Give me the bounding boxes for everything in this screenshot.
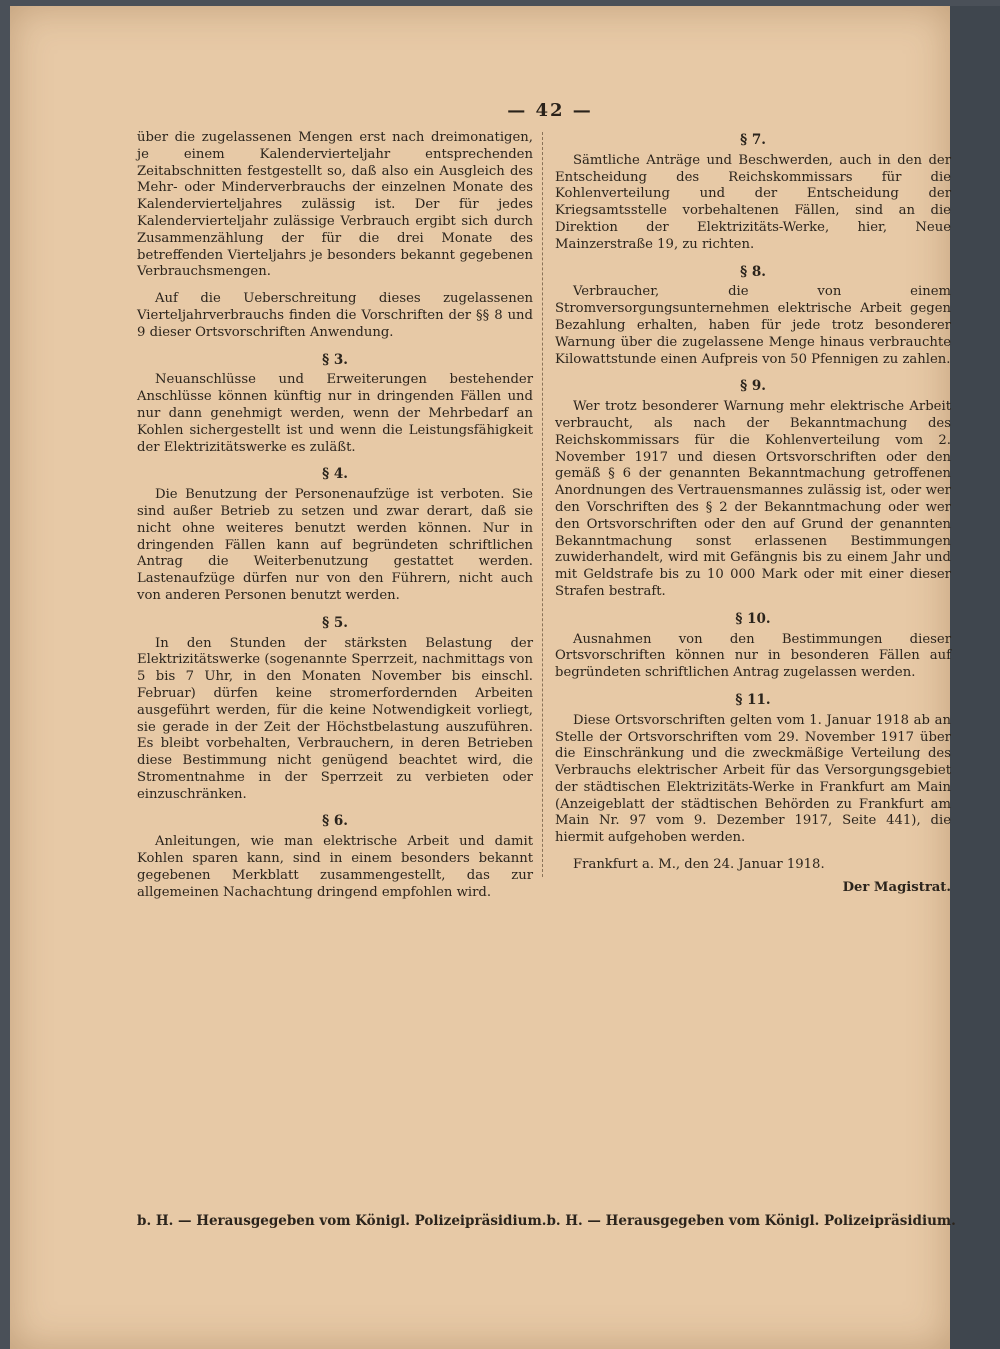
footer bbox=[137, 1213, 956, 1229]
book-cover-edge bbox=[950, 6, 1000, 1349]
section-heading: § 6. bbox=[322, 813, 348, 830]
section-heading: § 5. bbox=[322, 614, 348, 631]
paragraph: Neuanschlüsse und Erweiterungen bestehender Anschlüsse können künftig nur in dringenden Fällen und nur dann genehmigt werden, wenn der Mehrbedarf an Kohlen sichergestellt ist und wenn die Leistungsfähigkeit der Elektrizitätswerke es zuläßt. bbox=[137, 372, 533, 455]
section-heading: § 3. bbox=[322, 351, 348, 368]
footer-left: b. H. — Herausgegeben vom Königl. Polizeipräsidium. bbox=[137, 1213, 547, 1229]
paragraph: Diese Ortsvorschriften gelten vom 1. Januar 1918 ab an Stelle der Ortsvorschriften vom 29. November 1917 über die Einschränkung und die zweckmäßige Verteilung des Verbrauchs elektrischer Arbeit für das Versorgungsgebiet der städtischen Elektrizitäts-Werke in Frankfurt am Main (Anzeigeblatt der städtischen Behörden zu Frankfurt am Main Nr. 97 vom 9. Dezember 1917, Seite 441), die hiermit aufgehoben werden. bbox=[555, 712, 951, 846]
paragraph: Ausnahmen von den Bestimmungen dieser Ortsvorschriften können nur in besonderen Fällen auf begründeten schriftlichen Antrag zugelassen werden. bbox=[555, 631, 951, 681]
section-heading: § 9. bbox=[740, 378, 766, 395]
section-heading: § 11. bbox=[735, 691, 771, 708]
section-heading: § 10. bbox=[735, 610, 771, 627]
place-date: Frankfurt a. M., den 24. Januar 1918. bbox=[573, 857, 825, 873]
paragraph: Anleitungen, wie man elektrische Arbeit und damit Kohlen sparen kann, sind in einem besonders bekannt gegebenen Merkblatt zusammengestellt, das zur allgemeinen Nachachtung dringend empfohlen wird. bbox=[137, 834, 533, 900]
paragraph: Sämtliche Anträge und Beschwerden, auch in den der Entscheidung des Reichskommissars für die Kohlenverteilung und der Entscheidung der Kriegsamtsstelle vorbehaltenen Fällen, sind an die Direktion der Elektrizitäts-Werke, hier, Neue Mainzerstraße 19, zu richten. bbox=[555, 152, 951, 252]
section-heading: § 8. bbox=[740, 263, 766, 280]
right-column bbox=[555, 130, 951, 897]
page-number: — 42 — bbox=[507, 100, 593, 121]
section-heading: § 4. bbox=[322, 466, 348, 483]
signature: Der Magistrat. bbox=[842, 879, 951, 895]
column-divider bbox=[542, 132, 543, 877]
paragraph: In den Stunden der stärksten Belastung der Elektrizitätswerke (sogenannte Sperrzeit, nachmittags von 5 bis 7 Uhr, in den Monaten November bis einschl. Februar) dürfen keine stromerfordernden Arbeiten ausgeführt werden, für die keine Notwendigkeit vorliegt, sie gerade in der Zeit der Höchstbelastung auszuführen. Es bleibt vorbehalten, Verbrauchern, in deren Betrieben diese Bestimmung nicht genügend beachtet wird, die Stromentnahme in der Sperrzeit zu verbieten oder einzuschränken. bbox=[137, 635, 533, 802]
paragraph: über die zugelassenen Mengen erst nach dreimonatigen, je einem Kalendervierteljahr entsprechenden Zeitabschnitten festgestellt so, daß also ein Ausgleich des Mehr- oder Minderverbrauchs der einzelnen Monate des Kalendervierteljahres zulässig ist. Der für jedes Kalendervierteljahr zulässige Verbrauch ergibt sich durch Zusammenzählung der für die drei Monate des betreffenden Vierteljahrs je besonders bekannt gegebenen Verbrauchsmengen. bbox=[137, 130, 533, 280]
paragraph: Wer trotz besonderer Warnung mehr elektrische Arbeit verbraucht, als nach der Bekanntmachung des Reichskommissars für die Kohlenverteilung vom 2. November 1917 und diesen Ortsvorschriften oder den gemäß § 6 der genannten Bekanntmachung getroffenen Anordnungen des Vertrauensmannes zulässig ist, oder wer den Vorschriften des § 2 der Bekanntmachung oder wer den Ortsvorschriften oder den auf Grund der genannten Bekanntmachung sonst erlassenen Bestimmungen zuwiderhandelt, wird mit Gefängnis bis zu einem Jahr und mit Geldstrafe bis zu 10 000 Mark oder mit einer dieser Strafen bestraft. bbox=[555, 399, 951, 599]
paragraph: Die Benutzung der Personenaufzüge ist verboten. Sie sind außer Betrieb zu setzen und zwar derart, daß sie nicht ohne weiteres benutzt werden können. Nur in dringenden Fällen kann auf begründeten schriftlichen Antrag die Weiterbenutzung gestattet werden. Lastenaufzüge dürfen nur von den Führern, nicht auch von anderen Personen benutzt werden. bbox=[137, 487, 533, 603]
left-column bbox=[137, 130, 533, 911]
paragraph: Verbraucher, die von einem Stromversorgungsunternehmen elektrische Arbeit gegen Bezahlung erhalten, haben für jede trotz besonderer Warnung über die zugelassene Menge hinaus verbrauchte Kilowattstunde einen Aufpreis von 50 Pfennigen zu zahlen. bbox=[555, 284, 951, 367]
footer-right: b. H. — Herausgegeben vom Königl. Polizeipräsidium. bbox=[546, 1213, 956, 1229]
paragraph: Auf die Ueberschreitung dieses zugelassenen Vierteljahrverbrauchs finden die Vorschriften der §§ 8 und 9 dieser Ortsvorschriften Anwendung. bbox=[137, 291, 533, 340]
section-heading: § 7. bbox=[740, 132, 766, 148]
